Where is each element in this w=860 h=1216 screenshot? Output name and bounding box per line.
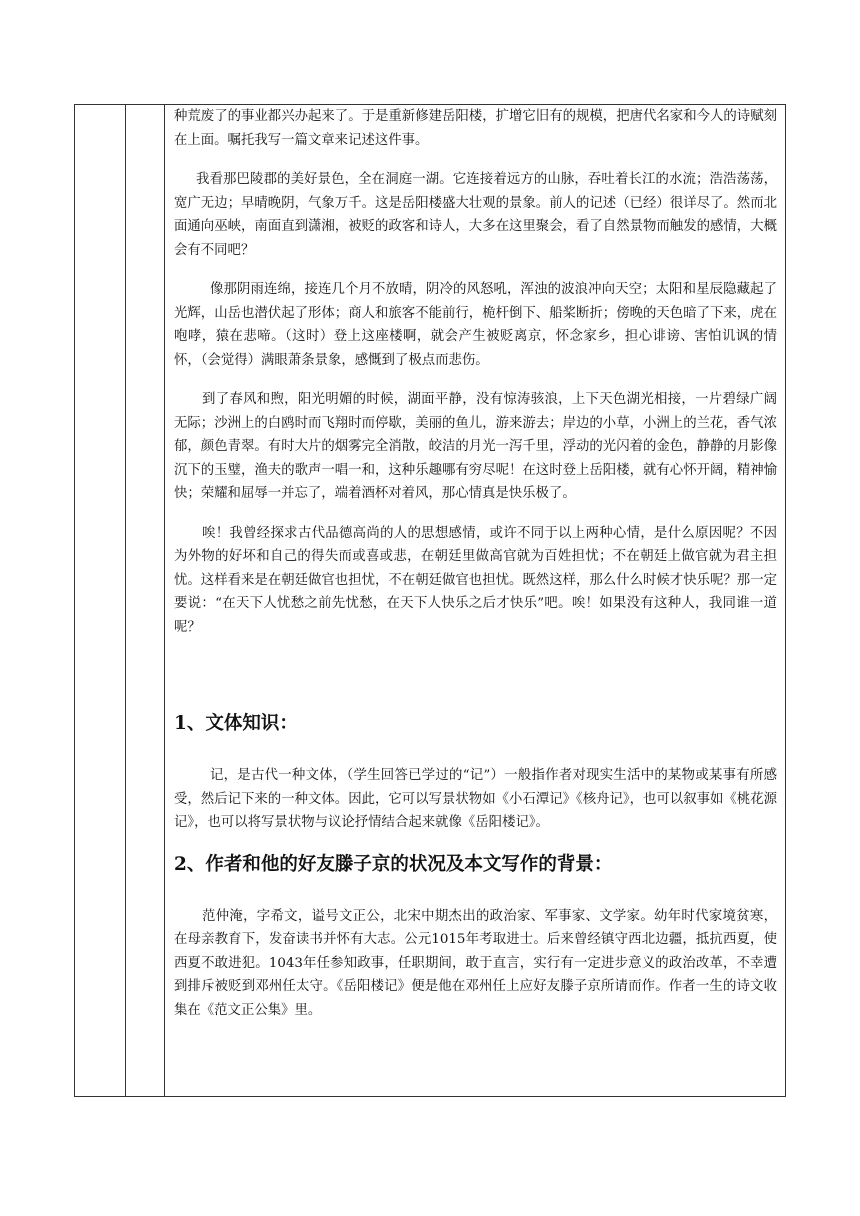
lesson-table [74, 104, 786, 1097]
translation-paragraph-4: 到了春风和煦，阳光明媚的时候，湖面平静，没有惊涛骇浪，上下天色湖光相接，一片碧绿广阔无际；沙洲上的白鸥时而飞翔时而停歇，美丽的鱼儿，游来游去；岸边的小草，小洲上的兰花，香气浓郁，颜色青翠。有时大片的烟雾完全消散，皎洁的月光一泻千里，浮动的光闪着的金色，静静的月影像沉下的玉璧，渔夫的歌声一唱一和，这种乐趣哪有穷尽呢！在这时登上岳阳楼，就有心怀开阔，精神愉快；荣耀和屈辱一并忘了，端着酒杯对着风，那心情真是快乐极了。 [174, 392, 777, 501]
section-heading-author-background: 2、作者和他的好友滕子京的状况及本文写作的背景： [174, 853, 613, 875]
table-cell-empty-left [75, 105, 126, 1097]
section-heading-genre: 1、文体知识： [174, 713, 298, 734]
spacer [174, 655, 777, 710]
translation-paragraph-1: 种荒废了的事业都兴办起来了。于是重新修建岳阳楼，扩增它旧有的规模，把唐代名家和今人的诗赋刻在上面。嘱托我写一篇文章来记述这件事。 [174, 109, 777, 148]
table-cell-empty-middle [126, 105, 165, 1097]
table-row [75, 105, 786, 1097]
author-background-paragraph: 范仲淹，字希文，谥号文正公，北宋中期杰出的政治家、军事家、文学家。幼年时代家境贫寒，在母亲教育下，发奋读书并怀有大志。公元1015年考取进士。后来曾经镇守西北边疆，抵抗西夏，使西夏不敢进犯。1043年任参知政事，任职期间，敢于直言，实行有一定进步意义的政治改革，不幸遭到排斥被贬到邓州任太守。《岳阳楼记》便是他在邓州任上应好友滕子京所请而作。作者一生的诗文收集在《范文正公集》里。 [174, 908, 777, 1018]
translation-paragraph-2: 我看那巴陵郡的美好景色，全在洞庭一湖。它连接着远方的山脉，吞吐着长江的水流；浩浩荡荡，宽广无边；早晴晚阴，气象万千。这是岳阳楼盛大壮观的景象。前人的记述（已经）很详尽了。然而北面通向巫峡，南面直到潇湘，被贬的政客和诗人，大多在这里聚会，看了自然景物而触发的感情，大概会有不同吧？ [174, 172, 777, 258]
translation-paragraph-3: 像那阴雨连绵，接连几个月不放晴，阴冷的风怒吼，浑浊的波浪冲向天空；太阳和星辰隐藏起了光辉，山岳也潜伏起了形体；商人和旅客不能前行，桅杆倒下、船桨断折；傍晚的天色暗了下来，虎在咆哮，猿在悲啼。（这时）登上这座楼啊，就会产生被贬离京，怀念家乡，担心诽谤、害怕讥讽的情怀，（会觉得）满眼萧条景象，感慨到了极点而悲伤。 [174, 282, 777, 368]
translation-paragraph-5: 唉！我曾经探求古代品德高尚的人的思想感情，或许不同于以上两种心情，是什么原因呢？不因为外物的好坏和自己的得失而或喜或悲，在朝廷里做高官就为百姓担忧；不在朝廷上做官就为君主担忧。这样看来是在朝廷做官也担忧，不在朝廷做官也担忧。既然这样，那么什么时候才快乐呢？那一定要说：“在天下人忧愁之前先忧愁，在天下人快乐之后才快乐”吧。唉！如果没有这种人，我同谁一道呢？ [174, 525, 777, 635]
content-area [165, 105, 785, 1022]
genre-paragraph: 记，是古代一种文体，（学生回答已学过的“记”）一般指作者对现实生活中的某物或某事有所感受，然后记下来的一种文体。因此，它可以写景状物如《小石潭记》《核舟记》，也可以叙事如《桃花源记》，也可以将写景状物与议论抒情结合起来就像《岳阳楼记》。 [174, 768, 777, 830]
table-cell-content [165, 105, 786, 1097]
